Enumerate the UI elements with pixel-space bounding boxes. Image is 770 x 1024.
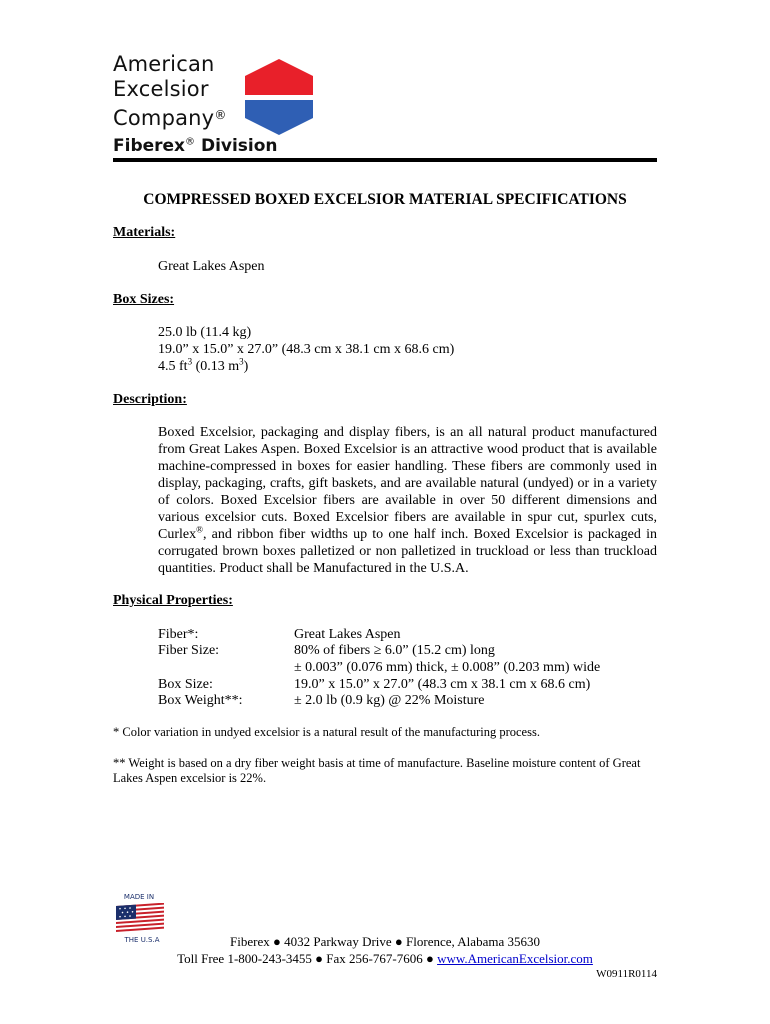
property-label: Fiber*:	[158, 627, 199, 642]
division-registered-mark: ®	[185, 136, 196, 148]
property-value: ± 0.003” (0.076 mm) thick, ± 0.008” (0.203 mm) wide	[294, 660, 601, 675]
footer-contact	[0, 951, 770, 967]
box-sizes-weight: 25.0 lb (11.4 kg)	[158, 325, 252, 340]
property-value: 19.0” x 15.0” x 27.0” (48.3 cm x 38.1 cm x 68.6 cm)	[294, 677, 591, 692]
property-label: Box Size:	[158, 677, 213, 692]
volume-exponent: 3	[187, 356, 193, 367]
curlex-registered-mark: ®	[196, 524, 203, 535]
page-title: COMPRESSED BOXED EXCELSIOR MATERIAL SPECIFICATIONS	[143, 191, 627, 208]
division-name: Fiberex	[113, 136, 186, 156]
box-sizes-dimensions: 19.0” x 15.0” x 27.0” (48.3 cm x 38.1 cm x 68.6 cm)	[158, 342, 455, 357]
weight-note: ** Weight is based on a dry fiber weight basis at time of manufacture. Baseline moisture content of Great Lakes Aspen excelsior is 22%.	[113, 756, 641, 785]
american-flag-icon	[116, 903, 164, 933]
division-suffix: Division	[200, 136, 278, 156]
physical-properties-heading: Physical Properties:	[113, 593, 233, 608]
volume-close: )	[243, 359, 249, 374]
logo-line-2: Excelsior	[113, 77, 209, 101]
color-note: * Color variation in undyed excelsior is a natural result of the manufacturing process.	[113, 725, 540, 739]
footer-phone-fax: Toll Free 1-800-243-3455 ● Fax 256-767-7606 ●	[177, 951, 438, 966]
volume-metric-exponent: 3	[239, 356, 244, 367]
logo-registered-mark: ®	[214, 108, 227, 122]
description-text-part-1: Boxed Excelsior, packaging and display fibers, is an all natural product manufactured from Great Lakes Aspen. Boxed Excelsior is an attractive wood product that is available machine-compressed in boxes for easier handling. These fibers are commonly used in display, packaging, crafts, gift baskets, and are available natural (undyed) or in a variety of colors. Boxed Excelsior fibers are available in over 50 different dimensions and various excelsior cuts. Boxed Excelsior fibers are available in spur cut, spurlex cuts, Curlex	[158, 425, 657, 542]
property-value: ± 2.0 lb (0.9 kg) @ 22% Moisture	[294, 693, 485, 708]
logo-company-text: Company	[113, 106, 215, 130]
property-value: 80% of fibers ≥ 6.0” (15.2 cm) long	[294, 643, 495, 658]
property-label: Box Weight**:	[158, 693, 243, 708]
materials-value: Great Lakes Aspen	[158, 259, 265, 274]
box-sizes-heading: Box Sizes:	[113, 292, 175, 307]
description-text	[158, 424, 657, 577]
materials-heading: Materials:	[113, 225, 176, 240]
description-text-part-2: , and ribbon fiber widths up to one half inch. Boxed Excelsior is packaged in corrugated brown boxes palletized or non palletized in truckload or less than truckload quantities. Product shall be Manufactured in the U.S.A.	[158, 527, 657, 576]
logo-line-3	[113, 103, 227, 130]
website-link[interactable]: www.AmericanExcelsior.com	[437, 951, 593, 966]
logo-line-1: American	[113, 52, 215, 76]
volume-imperial: 4.5 ft	[158, 359, 188, 374]
header-rule	[113, 158, 657, 162]
hexagon-emblem-icon	[244, 58, 314, 136]
property-value: Great Lakes Aspen	[294, 627, 401, 642]
footer-address: Fiberex ● 4032 Parkway Drive ● Florence, Alabama 35630	[230, 934, 540, 949]
logo-division	[113, 136, 278, 156]
box-sizes-volume	[158, 358, 248, 375]
property-label: Fiber Size:	[158, 643, 220, 658]
document-code: W0911R0114	[596, 968, 657, 980]
volume-metric: (0.13 m	[192, 359, 240, 374]
description-heading: Description:	[113, 392, 187, 407]
badge-bottom-text: THE U.S.A	[124, 936, 160, 944]
badge-top-text: MADE IN	[123, 893, 155, 901]
